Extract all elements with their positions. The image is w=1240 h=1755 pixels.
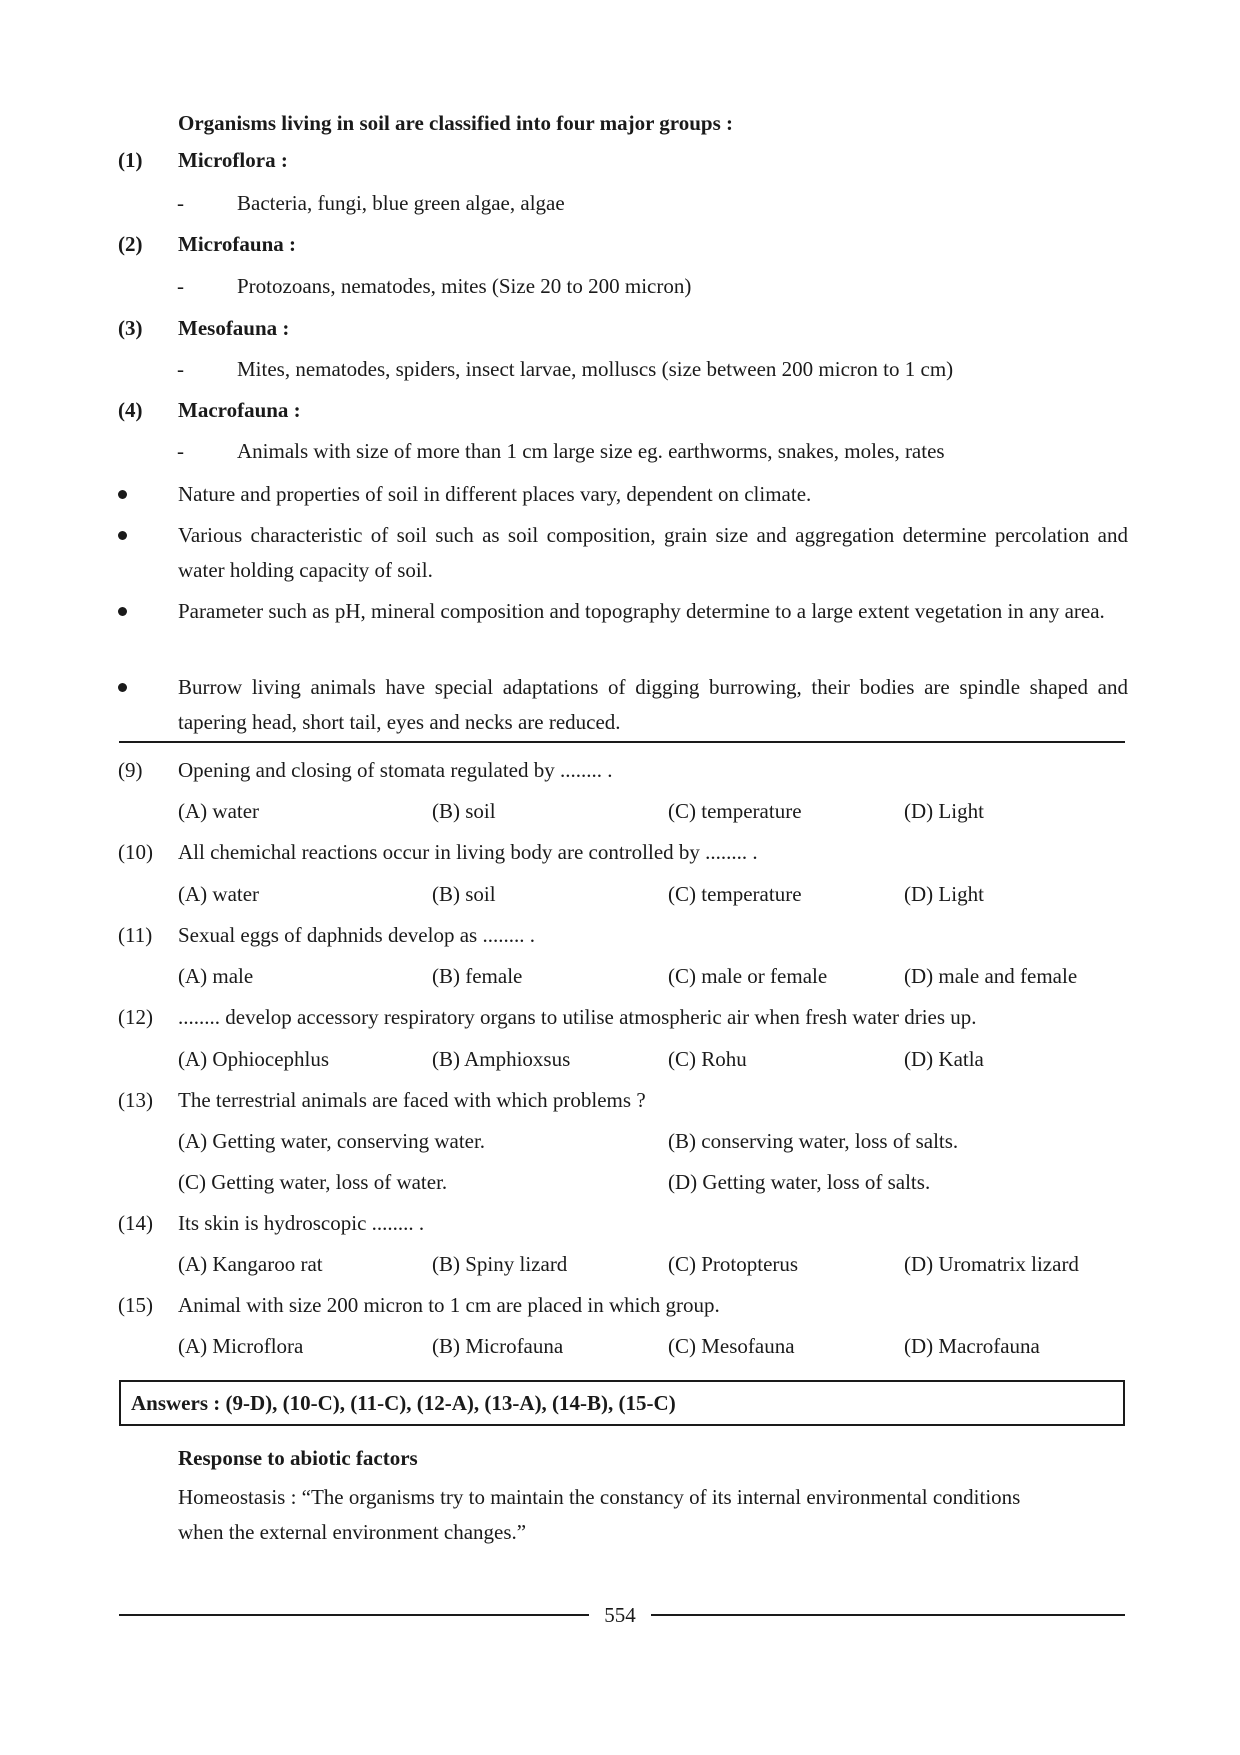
option: (D) Macrofauna <box>904 1334 1040 1358</box>
option: (B) Microfauna <box>432 1334 564 1358</box>
dash-marker: - <box>177 274 184 298</box>
bullet-text: Parameter such as pH, mineral composition and topography determine to a large extent vegetation in any area. <box>178 599 1105 623</box>
option: (B) soil <box>432 882 496 906</box>
option: (A) Getting water, conserving water. <box>178 1129 486 1153</box>
option: (C) Protopterus <box>668 1252 799 1276</box>
bullet-dot <box>118 683 127 692</box>
group-description: Protozoans, nematodes, mites (Size 20 to 200 micron) <box>237 274 692 298</box>
option: (B) conserving water, loss of salts. <box>668 1129 959 1153</box>
section-divider <box>119 741 1125 743</box>
option: (A) Microflora <box>178 1334 304 1358</box>
dash-marker: - <box>177 191 184 215</box>
option: (D) Light <box>904 882 984 906</box>
group-number: (1) <box>118 148 143 172</box>
option: (A) Kangaroo rat <box>178 1252 323 1276</box>
question-number: (11) <box>118 923 153 947</box>
dash-marker: - <box>177 357 184 381</box>
question-number: (14) <box>118 1211 153 1235</box>
option: (C) temperature <box>668 799 802 823</box>
option: (C) male or female <box>668 964 828 988</box>
question-text: ........ develop accessory respiratory organs to utilise atmospheric air when fresh water dries up. <box>178 1005 977 1029</box>
group-description: Bacteria, fungi, blue green algae, algae <box>237 191 565 215</box>
group-title: Microfauna : <box>178 232 297 256</box>
bullet-dot <box>118 490 127 499</box>
option: (D) Uromatrix lizard <box>904 1252 1079 1276</box>
question-number: (10) <box>118 840 153 864</box>
question-text: Opening and closing of stomata regulated by ........ . <box>178 758 613 782</box>
question-number: (12) <box>118 1005 153 1029</box>
question-number: (15) <box>118 1293 153 1317</box>
group-title: Mesofauna : <box>178 316 290 340</box>
option: (A) male <box>178 964 254 988</box>
question-text: The terrestrial animals are faced with which problems ? <box>178 1088 646 1112</box>
group-number: (4) <box>118 398 143 422</box>
footer-rule-right <box>651 1614 1125 1616</box>
group-description: Animals with size of more than 1 cm large size eg. earthworms, snakes, moles, rates <box>237 439 945 463</box>
bullet-text: Nature and properties of soil in different places vary, dependent on climate. <box>178 482 812 506</box>
bullet-text: Various characteristic of soil such as soil composition, grain size and aggregation determine percolation and water holding capacity of soil. <box>178 523 1128 582</box>
group-title: Microflora : <box>178 148 288 172</box>
option: (B) Amphioxsus <box>432 1047 571 1071</box>
option: (A) water <box>178 799 260 823</box>
section-heading: Response to abiotic factors <box>178 1446 418 1470</box>
question-number: (9) <box>118 758 143 782</box>
bullet-text: Burrow living animals have special adaptations of digging burrowing, their bodies are spindle shaped and tapering head, short tail, eyes and necks are reduced. <box>178 675 1128 734</box>
group-title: Macrofauna : <box>178 398 301 422</box>
option: (C) Mesofauna <box>668 1334 795 1358</box>
question-text: Sexual eggs of daphnids develop as ........ . <box>178 923 535 947</box>
bullet-dot <box>118 607 127 616</box>
option: (D) Getting water, loss of salts. <box>668 1170 931 1194</box>
group-number: (3) <box>118 316 143 340</box>
answers-box <box>119 1380 1125 1426</box>
option: (B) Spiny lizard <box>432 1252 568 1276</box>
dash-marker: - <box>177 439 184 463</box>
intro-heading: Organisms living in soil are classified into four major groups : <box>178 111 733 135</box>
homeostasis-paragraph: Homeostasis : “The organisms try to maintain the constancy of its internal environmental conditions when the external environment changes.” <box>178 1485 1021 1544</box>
option: (D) male and female <box>904 964 1078 988</box>
page-number: 554 <box>604 1603 636 1627</box>
question-text: Animal with size 200 micron to 1 cm are placed in which group. <box>178 1293 720 1317</box>
answers-text: Answers : (9-D), (10-C), (11-C), (12-A), (13-A), (14-B), (15-C) <box>131 1391 676 1415</box>
question-text: All chemichal reactions occur in living body are controlled by ........ . <box>178 840 758 864</box>
bullet-dot <box>118 531 127 540</box>
option: (A) Ophiocephlus <box>178 1047 330 1071</box>
option: (A) water <box>178 882 260 906</box>
question-number: (13) <box>118 1088 153 1112</box>
group-description: Mites, nematodes, spiders, insect larvae, molluscs (size between 200 micron to 1 cm) <box>237 357 954 381</box>
option: (C) temperature <box>668 882 802 906</box>
option: (C) Rohu <box>668 1047 747 1071</box>
footer-rule-left <box>119 1614 589 1616</box>
option: (C) Getting water, loss of water. <box>178 1170 448 1194</box>
option: (B) soil <box>432 799 496 823</box>
option: (B) female <box>432 964 523 988</box>
option: (D) Light <box>904 799 984 823</box>
group-number: (2) <box>118 232 143 256</box>
question-text: Its skin is hydroscopic ........ . <box>178 1211 425 1235</box>
option: (D) Katla <box>904 1047 984 1071</box>
